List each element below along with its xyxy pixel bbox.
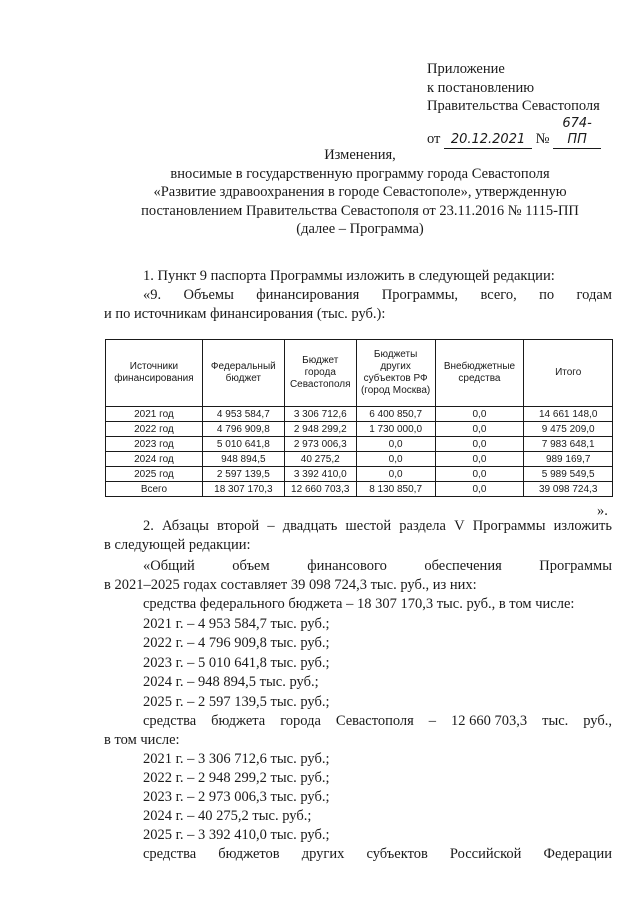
table-close-quote: ». xyxy=(597,503,608,519)
word: годам xyxy=(576,287,612,303)
city-year-2022: 2022 г. – 2 948 299,2 тыс. руб.; xyxy=(143,770,330,786)
city-year-2024: 2024 г. – 40 275,2 тыс. руб.; xyxy=(143,808,312,824)
cell-extrabudget: 0,0 xyxy=(435,407,524,422)
handwritten-number: 674-ПП xyxy=(553,116,601,149)
cell-other-regions: 6 400 850,7 xyxy=(356,407,435,422)
appendix-line-1: Приложение xyxy=(427,61,505,77)
cell-other-regions: 0,0 xyxy=(356,452,435,467)
word: раздела xyxy=(399,518,446,534)
item-1-quote-line-2: и по источникам финансирования (тыс. руб.): xyxy=(104,306,386,322)
title-line-5: (далее – Программа) xyxy=(296,221,424,237)
cell-extrabudget: 0,0 xyxy=(435,452,524,467)
table-row xyxy=(106,437,613,452)
header-source: Источники финансирования xyxy=(106,340,203,407)
word: изложить xyxy=(553,518,612,534)
table-header-row xyxy=(106,340,613,407)
word: бюджета xyxy=(211,713,266,729)
header-total: Итого xyxy=(524,340,613,407)
federal-year-2021: 2021 г. – 4 953 584,7 тыс. руб.; xyxy=(143,616,330,632)
word: всего, xyxy=(480,287,517,303)
cell-city: 2 973 006,3 xyxy=(284,437,356,452)
federal-year-2025: 2025 г. – 2 597 139,5 тыс. руб.; xyxy=(143,694,330,710)
word: шестой xyxy=(345,518,392,534)
title-line-2: вносимые в государственную программу города Севастополя xyxy=(170,165,550,182)
word: Программы xyxy=(539,558,612,574)
item-2-quote-line-1 xyxy=(143,558,612,575)
word: 12 660 703,3 xyxy=(451,713,528,729)
cell-city: 3 392 410,0 xyxy=(284,467,356,482)
cell-source: 2025 год xyxy=(106,467,203,482)
cell-extrabudget: 0,0 xyxy=(435,437,524,452)
title-line-4: постановлением Правительства Севастополя от 23.11.2016 № 1115-ПП xyxy=(141,202,579,219)
table-row xyxy=(106,482,613,497)
cell-total: 39 098 724,3 xyxy=(524,482,613,497)
cell-total: 14 661 148,0 xyxy=(524,407,613,422)
cell-source: 2022 год xyxy=(106,422,203,437)
word: двадцать xyxy=(282,518,338,534)
cell-total: 7 983 648,1 xyxy=(524,437,613,452)
word: финансового xyxy=(307,558,387,574)
cell-source: Всего xyxy=(106,482,203,497)
word: по xyxy=(539,287,555,303)
city-year-2025: 2025 г. – 3 392 410,0 тыс. руб.; xyxy=(143,827,330,843)
word: Российской xyxy=(449,846,522,862)
cell-city: 40 275,2 xyxy=(284,452,356,467)
header-extrabudget: Внебюджетные средства xyxy=(435,340,524,407)
from-label: от xyxy=(427,130,441,147)
financing-table xyxy=(105,339,613,497)
table-row xyxy=(106,452,613,467)
item-1-text: 1. Пункт 9 паспорта Программы изложить в следующей редакции: xyxy=(143,268,555,284)
federal-year-2024: 2024 г. – 948 894,5 тыс. руб.; xyxy=(143,674,319,690)
city-funds-line-2: в том числе: xyxy=(104,732,180,748)
word: средства xyxy=(143,713,197,729)
appendix-line-3: Правительства Севастополя xyxy=(427,98,600,114)
cell-source: 2024 год xyxy=(106,452,203,467)
federal-year-2022: 2022 г. – 4 796 909,8 тыс. руб.; xyxy=(143,635,330,651)
word: обеспечения xyxy=(424,558,502,574)
cell-extrabudget: 0,0 xyxy=(435,482,524,497)
cell-city: 12 660 703,3 xyxy=(284,482,356,497)
word: бюджетов xyxy=(218,846,280,862)
cell-other-regions: 1 730 000,0 xyxy=(356,422,435,437)
city-year-2023: 2023 г. – 2 973 006,3 тыс. руб.; xyxy=(143,789,330,805)
cell-federal: 5 010 641,8 xyxy=(202,437,284,452)
word: города xyxy=(280,713,321,729)
word: 2. xyxy=(143,518,154,534)
item-2-line-1 xyxy=(143,518,612,535)
word: Программы xyxy=(472,518,546,534)
word: «Общий xyxy=(143,558,195,574)
word: средства xyxy=(143,846,197,862)
word: «9. xyxy=(143,287,162,303)
word: – xyxy=(267,518,275,534)
word: других xyxy=(301,846,345,862)
header-city: Бюджет города Севастополя xyxy=(284,340,356,407)
cell-extrabudget: 0,0 xyxy=(435,422,524,437)
word: Объемы xyxy=(183,287,234,303)
cell-total: 5 989 549,5 xyxy=(524,467,613,482)
other-regions-line xyxy=(143,846,612,863)
cell-federal: 4 953 584,7 xyxy=(202,407,284,422)
word: V xyxy=(454,518,465,534)
title-line-1: Изменения, xyxy=(324,147,396,163)
appendix-line-2: к постановлению xyxy=(427,79,535,96)
cell-other-regions: 8 130 850,7 xyxy=(356,482,435,497)
city-year-2021: 2021 г. – 3 306 712,6 тыс. руб.; xyxy=(143,751,330,767)
cell-city: 3 306 712,6 xyxy=(284,407,356,422)
cell-other-regions: 0,0 xyxy=(356,467,435,482)
number-label: № xyxy=(535,130,550,147)
word: Федерации xyxy=(543,846,612,862)
item-2-line-2: в следующей редакции: xyxy=(104,537,251,553)
cell-other-regions: 0,0 xyxy=(356,437,435,452)
word: Программы, xyxy=(381,287,459,303)
cell-federal: 4 796 909,8 xyxy=(202,422,284,437)
table-row xyxy=(106,422,613,437)
cell-federal: 2 597 139,5 xyxy=(202,467,284,482)
cell-source: 2021 год xyxy=(106,407,203,422)
word: руб., xyxy=(583,713,612,729)
document-title xyxy=(80,146,640,239)
table-row xyxy=(106,407,613,422)
word: – xyxy=(428,713,437,729)
cell-city: 2 948 299,2 xyxy=(284,422,356,437)
cell-extrabudget: 0,0 xyxy=(435,467,524,482)
word: Севастополя xyxy=(335,713,414,729)
title-line-3: «Развитие здравоохранения в городе Севастополе», утвержденную xyxy=(153,184,567,200)
table-body xyxy=(106,407,613,497)
appendix-block xyxy=(427,60,601,149)
word: второй xyxy=(217,518,260,534)
word: объем xyxy=(232,558,270,574)
header-other-regions: Бюджеты других субъектов РФ (город Москва) xyxy=(356,340,435,407)
federal-year-2023: 2023 г. – 5 010 641,8 тыс. руб.; xyxy=(143,655,330,671)
item-2-quote-line-2: в 2021–2025 годах составляет 39 098 724,3 тыс. руб., из них: xyxy=(104,577,477,593)
table-row xyxy=(106,467,613,482)
header-federal: Федеральный бюджет xyxy=(202,340,284,407)
item-1-quote-line-1 xyxy=(143,287,612,304)
cell-total: 9 475 209,0 xyxy=(524,422,613,437)
word: Абзацы xyxy=(162,518,209,534)
cell-total: 989 169,7 xyxy=(524,452,613,467)
word: тыс. xyxy=(542,713,569,729)
cell-federal: 18 307 170,3 xyxy=(202,482,284,497)
city-funds-line-1 xyxy=(143,713,612,730)
cell-source: 2023 год xyxy=(106,437,203,452)
appendix-date-line xyxy=(427,116,601,149)
handwritten-date: 20.12.2021 xyxy=(444,132,532,149)
cell-federal: 948 894,5 xyxy=(202,452,284,467)
word: финансирования xyxy=(256,287,360,303)
word: субъектов xyxy=(366,846,428,862)
federal-funds-line: средства федерального бюджета – 18 307 170,3 тыс. руб., в том числе: xyxy=(143,596,575,612)
